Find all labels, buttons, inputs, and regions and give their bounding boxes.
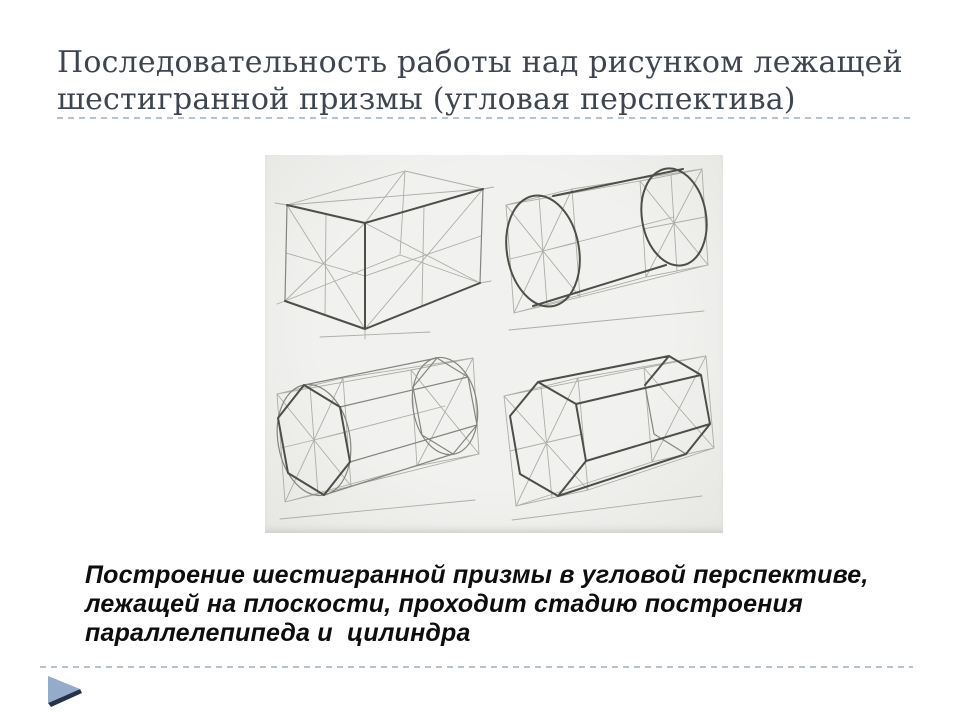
stage-3-hexagon-construction-drawing	[265, 344, 494, 533]
figure-caption-line2: лежащей на плоскости, проходит стадию построения	[85, 590, 803, 618]
figure-caption-line3: параллелепипеда и цилиндра	[85, 619, 471, 647]
stage-1-parallelepiped-drawing	[265, 155, 494, 344]
slide-title	[57, 44, 903, 118]
stage-4-final-prism-drawing	[494, 344, 723, 533]
figure-caption	[85, 561, 869, 648]
stage-2-cylinder-drawing	[494, 155, 723, 344]
construction-stages-figure	[265, 155, 723, 533]
slide-title-line2: шестигранной призмы (угловая перспектива)	[57, 82, 796, 117]
title-separator-dashed	[57, 117, 913, 119]
figure-caption-line1: Построение шестигранной призмы в угловой перспективе,	[85, 561, 869, 589]
next-slide-arrow[interactable]	[46, 674, 86, 708]
footer-separator-dashed	[40, 666, 913, 668]
slide-title-line1: Последовательность работы над рисунком лежащей	[57, 45, 903, 80]
